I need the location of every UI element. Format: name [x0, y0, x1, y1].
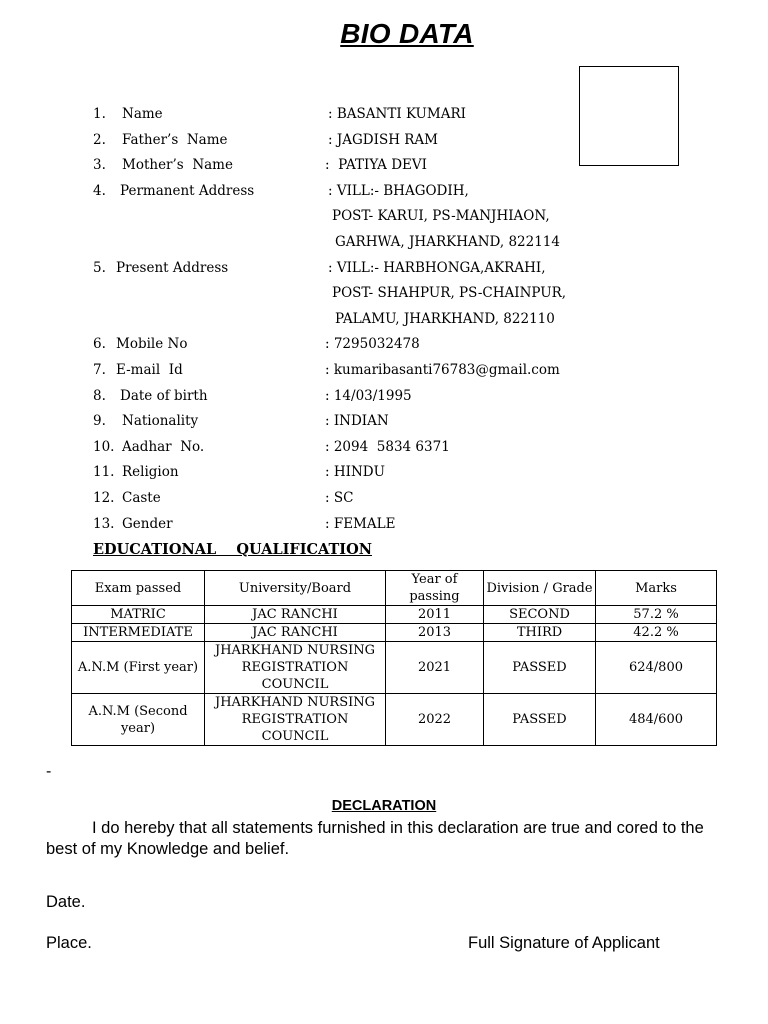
field-label: Date of birth: [120, 387, 208, 404]
field-row: [0, 157, 768, 177]
field-number: 7.: [93, 362, 106, 378]
field-row: [0, 490, 768, 510]
field-number: 1.: [93, 106, 106, 122]
signature-label: Full Signature of Applicant: [468, 934, 660, 952]
table-cell: MATRIC: [72, 606, 205, 624]
field-number: 12.: [93, 490, 115, 506]
field-label: Name: [122, 106, 163, 122]
table-cell: PASSED: [484, 642, 596, 694]
table-header-cell: University/Board: [205, 571, 386, 606]
field-row: [0, 388, 768, 408]
declaration-heading: DECLARATION: [331, 798, 437, 814]
field-value: : VILL:- BHAGODIH,: [328, 182, 469, 199]
table-cell: THIRD: [484, 624, 596, 642]
field-row: [0, 413, 768, 433]
field-value: : INDIAN: [325, 413, 389, 430]
field-number: 9.: [93, 413, 106, 430]
field-row: [0, 259, 768, 327]
field-row: [0, 336, 768, 356]
field-number: 8.: [93, 387, 106, 404]
table-cell: 484/600: [596, 694, 717, 746]
field-value: : JAGDISH RAM: [328, 131, 438, 148]
table-cell: A.N.M (First year): [72, 642, 205, 694]
field-number: 5.: [93, 259, 106, 276]
field-row: [0, 439, 768, 459]
field-value: : PATIYA DEVI: [325, 157, 427, 174]
field-number: 11.: [93, 464, 115, 481]
table-cell: 2013: [386, 624, 484, 642]
field-label: Mother’s Name: [122, 157, 233, 174]
field-label: Gender: [122, 515, 173, 532]
field-label: Father’s Name: [122, 131, 228, 148]
field-value: : BASANTI KUMARI: [328, 106, 466, 122]
field-value: POST- KARUI, PS-MANJHIAON,: [332, 208, 550, 225]
document-title: BIO DATA: [340, 18, 474, 49]
field-label: Nationality: [122, 413, 199, 430]
field-label: Aadhar No.: [122, 438, 205, 455]
table-cell: 624/800: [596, 642, 717, 694]
declaration-text: I do hereby that all statements furnished in this declaration are true and cored to the best of my Knowledge and belief.: [46, 819, 704, 858]
field-row: [0, 106, 768, 126]
field-number: 4.: [93, 182, 106, 199]
field-value: : kumaribasanti76783@gmail.com: [325, 362, 560, 378]
field-row: [0, 132, 768, 152]
field-value: POST- SHAHPUR, PS-CHAINPUR,: [332, 285, 567, 302]
field-label: Caste: [122, 490, 161, 506]
table-cell: 2022: [386, 694, 484, 746]
table-cell: PASSED: [484, 694, 596, 746]
table-header-cell: Exam passed: [72, 571, 205, 606]
field-value: GARHWA, JHARKHAND, 822114: [335, 233, 560, 250]
field-label: Religion: [122, 464, 179, 481]
field-number: 2.: [93, 131, 106, 148]
table-cell: SECOND: [484, 606, 596, 624]
table-cell: 57.2 %: [596, 606, 717, 624]
table-header-cell: Division / Grade: [484, 571, 596, 606]
field-value: : FEMALE: [325, 515, 396, 532]
table-header-cell: Marks: [596, 571, 717, 606]
table-cell: 2011: [386, 606, 484, 624]
education-table: [71, 570, 717, 746]
field-number: 3.: [93, 157, 106, 174]
field-label: Permanent Address: [120, 182, 255, 199]
table-header-cell: Year of passing: [386, 571, 484, 606]
table-header-row: [72, 571, 717, 606]
table-cell: 42.2 %: [596, 624, 717, 642]
field-row: [0, 182, 768, 250]
field-value: : 2094 5834 6371: [325, 438, 450, 455]
field-row: [0, 516, 768, 536]
field-number: 13.: [93, 515, 115, 532]
table-row: [72, 624, 717, 642]
field-value: : SC: [325, 490, 354, 506]
date-label: Date.: [46, 893, 86, 911]
field-label: Present Address: [116, 259, 229, 276]
field-value: PALAMU, JHARKHAND, 822110: [335, 310, 555, 327]
field-value: : VILL:- HARBHONGA,AKRAHI,: [328, 259, 546, 276]
field-label: Mobile No: [116, 336, 188, 353]
table-cell: 2021: [386, 642, 484, 694]
field-number: 6.: [93, 336, 106, 353]
table-cell: JHARKHAND NURSING REGISTRATION COUNCIL: [205, 694, 386, 746]
field-label: E-mail Id: [116, 362, 183, 378]
place-label: Place.: [46, 934, 92, 952]
field-value: : 7295032478: [325, 336, 420, 353]
table-row: [72, 606, 717, 624]
table-cell: INTERMEDIATE: [72, 624, 205, 642]
table-cell: A.N.M (Second year): [72, 694, 205, 746]
education-heading: EDUCATIONAL QUALIFICATION: [93, 541, 372, 558]
field-value: : HINDU: [325, 464, 385, 481]
table-cell: JAC RANCHI: [205, 624, 386, 642]
field-number: 10.: [93, 438, 115, 455]
table-cell: JHARKHAND NURSING REGISTRATION COUNCIL: [205, 642, 386, 694]
table-row: [72, 694, 717, 746]
field-value: : 14/03/1995: [325, 387, 412, 404]
table-cell: JAC RANCHI: [205, 606, 386, 624]
dash-mark: -: [46, 763, 52, 780]
table-row: [72, 642, 717, 694]
field-row: [0, 362, 768, 382]
field-row: [0, 464, 768, 484]
